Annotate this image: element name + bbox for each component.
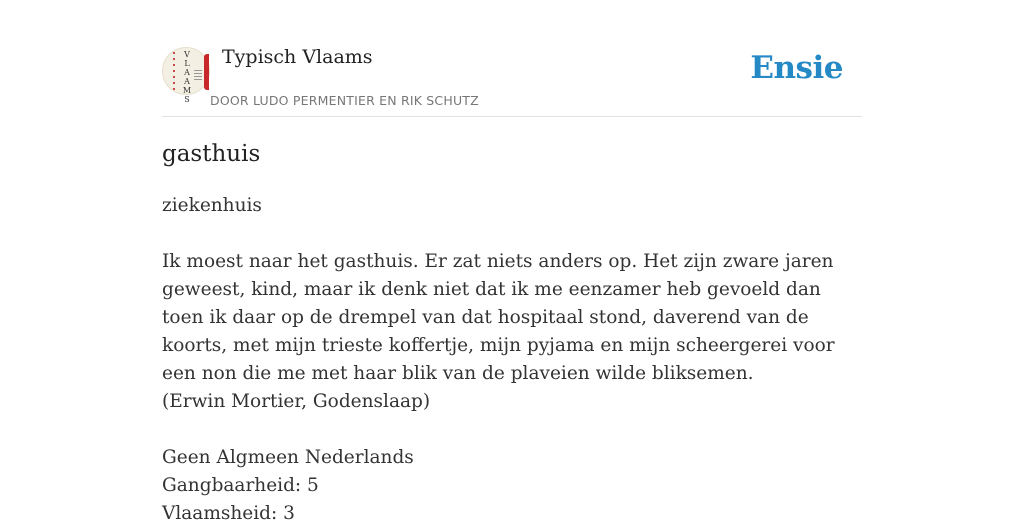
logo-lines xyxy=(194,70,202,82)
entry-example xyxy=(162,248,862,416)
site-name-link[interactable]: Typisch Vlaams xyxy=(222,46,373,68)
meta-line: Gangbaarheid: 5 xyxy=(162,475,319,496)
example-quote: Ik moest naar het gasthuis. Er zat niets anders op. Het zijn zware jaren geweest, kind, maar ik denk niet dat ik me eenzamer heb gevoeld dan toen ik daar op de drempel van dat hospitaal stond, daverend van de koorts, met mijn trieste koffertje, mijn pyjama en mijn scheergerei voor een non die me met haar blik van de plaveien wilde bliksemen. xyxy=(162,251,835,384)
meta-line: Geen Algmeen Nederlands xyxy=(162,447,414,468)
logo-red-mark xyxy=(204,54,209,90)
example-source: (Erwin Mortier, Godenslaap) xyxy=(162,391,431,412)
entry-content xyxy=(162,136,862,528)
byline: DOOR LUDO PERMENTIER EN RIK SCHUTZ xyxy=(210,93,479,108)
entry-meta xyxy=(162,444,862,528)
site-logo[interactable] xyxy=(162,47,210,104)
logo-letters: V L A A M S xyxy=(182,50,192,104)
logo-decoration xyxy=(173,52,175,92)
meta-line: Vlaamsheid: 3 xyxy=(162,503,295,524)
ensie-brand-link[interactable]: Ensie xyxy=(750,50,843,86)
entry-definition: ziekenhuis xyxy=(162,195,262,216)
site-header xyxy=(162,44,862,117)
entry-word: gasthuis xyxy=(162,141,261,167)
